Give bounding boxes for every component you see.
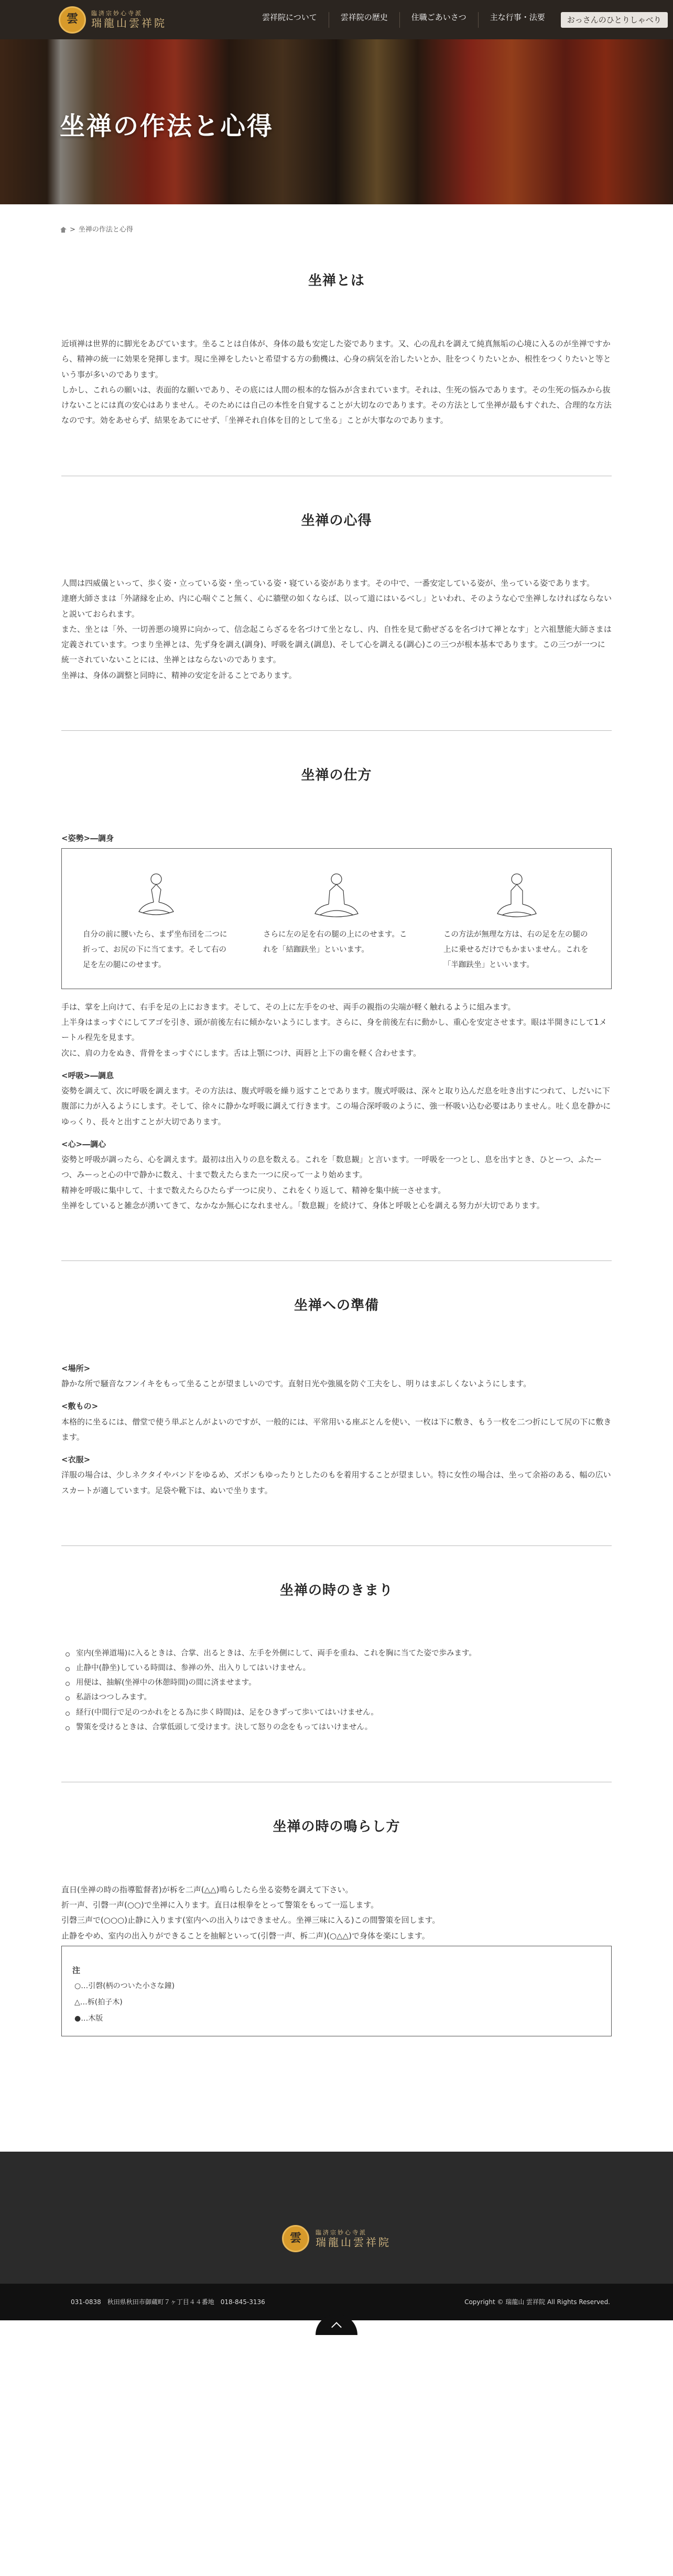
posture-caption: 自分の前に腰いたら、まず坐布団を二つに折って、お尻の下に当てます。そして右の足を左の腿にのせます。: [83, 930, 227, 969]
rules-list: [61, 1646, 612, 1735]
paragraph: 折一声、引磬一声(○○)で坐禅に入ります。直日は根拳をとって警策をもって一巡します。: [61, 1900, 379, 1910]
paragraph: 洋服の場合は、少しネクタイやバンドをゆるめ、ズボンもゆったりとしたのもを着用することが望ましい。特に女性の場合は、坐って余裕のある、幅の広いスカートが適しています。足袋や靴下は、ぬいで坐ります。: [61, 1470, 611, 1495]
list-item: 私語はつつしみます。: [66, 1690, 612, 1705]
nav-item-history[interactable]: 雲祥院の歴史: [329, 12, 399, 28]
footer-address: 031-0838 秋田県秋田市御蔵町７ヶ丁目４４番地 018-845-3136: [71, 2298, 265, 2306]
paragraph: 手は、掌を上向けて、右手を足の上におきます。そして、その上に左手をのせ、両手の親指の尖端が軽く触れるように組みます。: [61, 1002, 516, 1012]
paragraph: 直日(坐禅の時の指導監督者)が柝を二声(△△)鳴らしたら坐る姿勢を調えて下さい。: [61, 1884, 353, 1894]
breadcrumb-separator: >: [70, 226, 75, 234]
section-title: 坐禅の時の鳴らし方: [273, 1819, 400, 1835]
posture-caption: さらに左の足を右の腿の上にのせます。これを「結跏趺坐」といいます。: [263, 930, 407, 954]
subheading-cushion: <敷もの>: [61, 1401, 99, 1411]
footer-logo[interactable]: [0, 2225, 673, 2252]
subheading-place: <場所>: [61, 1363, 91, 1373]
list-item: 室内(坐禅道場)に入るときは、合掌、出るときは、左手を外側にして、両手を重ね、これを胸に当てた姿で歩みます。: [66, 1646, 612, 1661]
posture-item: [258, 870, 415, 973]
posture-illustrations: [61, 848, 612, 989]
note-item: ●…木版: [74, 2014, 103, 2023]
paragraph: 次に、肩の力をぬき、背骨をまっすぐにします。舌は上顎につけ、両唇と上下の歯を軽く合わせます。: [61, 1048, 421, 1058]
posture-item: [78, 870, 235, 973]
section-method: [61, 731, 612, 1261]
paragraph: 坐禅は、身体の調整と同時に、精神の安定を計ることであります。: [61, 670, 297, 680]
subheading-posture: <姿勢>―調身: [61, 833, 114, 843]
list-item: 止静中(静坐)している時間は、参禅の外、出入りしてはいけません。: [66, 1661, 612, 1675]
subheading-mind: <心>―調心: [61, 1139, 106, 1149]
paragraph: 引磬三声で(○○○)止静に入ります(室内への出入りはできません。坐禅三味に入る)この間警策を回します。: [61, 1915, 440, 1925]
logo-title: 瑞龍山雲祥院: [316, 2236, 391, 2249]
chevron-up-icon: [331, 2322, 342, 2333]
posture-caption: この方法が無理な方は、右の足を左の腿の上に乗せるだけでもかまいません。これを「半跏趺坐」といいます。: [443, 930, 589, 969]
paragraph: 精神を呼吸に集中して、十まで数えたらひたらず一つに戻り、これをくり返して、精神を集中統一させます。: [61, 1185, 446, 1195]
footer-copyright: Copyright © 瑞龍山 雲祥院 All Rights Reserved.: [464, 2298, 610, 2306]
section-title: 坐禅への準備: [294, 1298, 379, 1314]
section-title: 坐禅の時のきまり: [279, 1582, 393, 1598]
list-item: 用便は、抽解(坐禅中の休憩時間)の間に済ませます。: [66, 1675, 612, 1690]
logo-emblem-icon: 雲: [59, 6, 86, 34]
posture-item: [438, 870, 595, 973]
paragraph: 人間は四威儀といって、歩く姿・立っている姿・坐っている姿・寝ている姿があります。その中で、一番安定している姿が、坐っている姿であります。: [61, 578, 595, 588]
logo-emblem-icon: 雲: [282, 2225, 309, 2252]
nav-item-greeting[interactable]: 住職ごあいさつ: [399, 12, 478, 28]
page-title: 坐禅の作法と心得: [60, 112, 274, 141]
logo-subtitle: 臨済宗妙心寺派: [316, 2229, 367, 2236]
logo-subtitle: 臨済宗妙心寺派: [91, 9, 143, 17]
paragraph: 姿勢を調えて、次に呼吸を調えます。その方法は、腹式呼吸を繰り返すことであります。腹式呼吸は、深々と取り込んだ息を吐き出すにつれて、しだいに下腹部に力が入るようにします。そして、徐々に静かな呼吸に調えて行きます。この場合深呼吸のように、強一杯吸い込む必要はありません。吐く息を静かにゆっくり、長々と出すことが大切であります。: [61, 1086, 611, 1126]
breadcrumb: [0, 204, 673, 236]
notes-box: [61, 1946, 612, 2037]
hero-banner: [0, 39, 673, 204]
note-item: △…柝(拍子木): [74, 1998, 123, 2007]
section-title: 坐禅の心得: [301, 512, 372, 529]
list-item: 経行(中間行で足のつかれをとる為に歩く時間)は、足をひきずって歩いてはいけません。: [66, 1705, 612, 1720]
section-title: 坐禅の仕方: [301, 767, 372, 783]
home-icon[interactable]: [60, 227, 67, 233]
subheading-breath: <呼吸>―調息: [61, 1070, 114, 1080]
logo-title: 瑞龍山雲祥院: [91, 17, 167, 30]
paragraph: 坐禅をしていると雑念が湧いてきて、なかなか無心になれません。「数息観」を続けて、身体と呼吸と心を調える努力が大切であります。: [61, 1200, 545, 1210]
paragraph: また、坐とは「外、一切善悪の境界に向かって、信念起こらざるを名づけて坐となし、内、自性を見て動ぜざるを名づけて禅となす」と六祖慧能大師さまは定義されています。つまり坐禅とは、先ず身を調え(調身)、呼吸を調え(調息)、そして心を調える(調心)この三つが根本基本であります。この三つが一つに統一されていないことには、坐禅とはならないのであります。: [61, 624, 612, 665]
seated-figure-icon: [127, 870, 185, 927]
site-logo[interactable]: [59, 6, 167, 34]
paragraph: 上半身はまっすぐにしてアゴを引き、頭が前後左右に傾かないようにします。さらに、身を前後左右に動かし、重心を安定させます。眼は半開きにして1メートル程先を見ます。: [61, 1017, 607, 1043]
paragraph: しかし、これらの願いは、表面的な願いであり、その底には人間の根本的な悩みが含まれています。それは、生死の悩みであります。その生死の悩みから抜けないことには真の安心はありません。そのためには自己の本性を自覚することが大切なのであります。その方法として坐禅が最もすぐれた、合理的な方法なのです。効をあせらず、結果をあてにせず、「坐禅それ自体を目的として坐る」ことが大事なのであります。: [61, 385, 612, 425]
paragraph: 静かな所で騒音なフンイキをもって坐ることが望ましいのです。直射日光や強風を防ぐ工夫をし、明りはまぶしくないようにします。: [61, 1379, 531, 1389]
global-nav: [251, 12, 668, 28]
section-title: 坐禅とは: [308, 273, 365, 289]
note-item: ○…引磬(柄のついた小さな鐘): [74, 1982, 175, 1991]
paragraph: 近頃禅は世界的に脚光をあびています。坐ることは自体が、身体の最も安定した姿であります。又、心の乱れを調えて純真無垢の心境に入るのが坐禅ですから、精神の統一に効果を発揮します。現に坐禅をしたいと希望する方の動機は、心身の病気を治したいとか、肚をつくりたいとか、根性をつくりたいと等という事が多いのであります。: [61, 339, 611, 379]
nav-item-events[interactable]: 主な行事・法要: [478, 12, 557, 28]
section-rules: [61, 1546, 612, 1782]
paragraph: 達磨大師さまは「外諸縁を止め、内に心喘ぐこと無く、心に牆壁の如くならば、以って道にはいるべし」といわれ、そのような心で坐禅しなければならないと説いておられます。: [61, 594, 612, 619]
section-sounds: [61, 1782, 612, 2084]
main-content: [61, 236, 612, 2084]
site-header: [0, 0, 673, 39]
notes-heading: 注: [72, 1965, 81, 1975]
nav-item-about[interactable]: 雲祥院について: [262, 12, 317, 22]
paragraph: 本格的に坐るには、僧堂で使う単ぶとんがよいのですが、一般的には、平常用いる座ぶとんを使い、一枚は下に敷き、もう一枚を二つ折にして尻の下に敷きます。: [61, 1417, 612, 1442]
paragraph: 止静をやめ、室内の出入りができることを抽解といって(引磬一声、柝二声)(○△△)で身体を楽にします。: [61, 1931, 430, 1941]
seated-figure-icon: [308, 870, 365, 927]
section-mind: [61, 476, 612, 731]
paragraph: 姿勢と呼吸が調ったら、心を調えます。最初は出入りの息を数える。これを「数息観」と言います。一呼吸を一つとし、息を出すとき、ひとーつ、ふたーつ、みーっと心の中で静かに数え、十まで数えたらまた一つに戻って一より始めます。: [61, 1155, 602, 1180]
breadcrumb-current: 坐禅の作法と心得: [78, 226, 133, 234]
seated-figure-icon: [488, 870, 546, 927]
subheading-dress: <衣服>: [61, 1455, 91, 1465]
section-preparation: [61, 1261, 612, 1546]
section-about: [61, 236, 612, 476]
site-footer: [0, 2152, 673, 2284]
list-item: 警策を受けるときは、合掌低頭して受けます。決して怒りの念をもってはいけません。: [66, 1720, 612, 1735]
nav-item-blog[interactable]: おっさんのひとりしゃべり: [561, 12, 668, 28]
